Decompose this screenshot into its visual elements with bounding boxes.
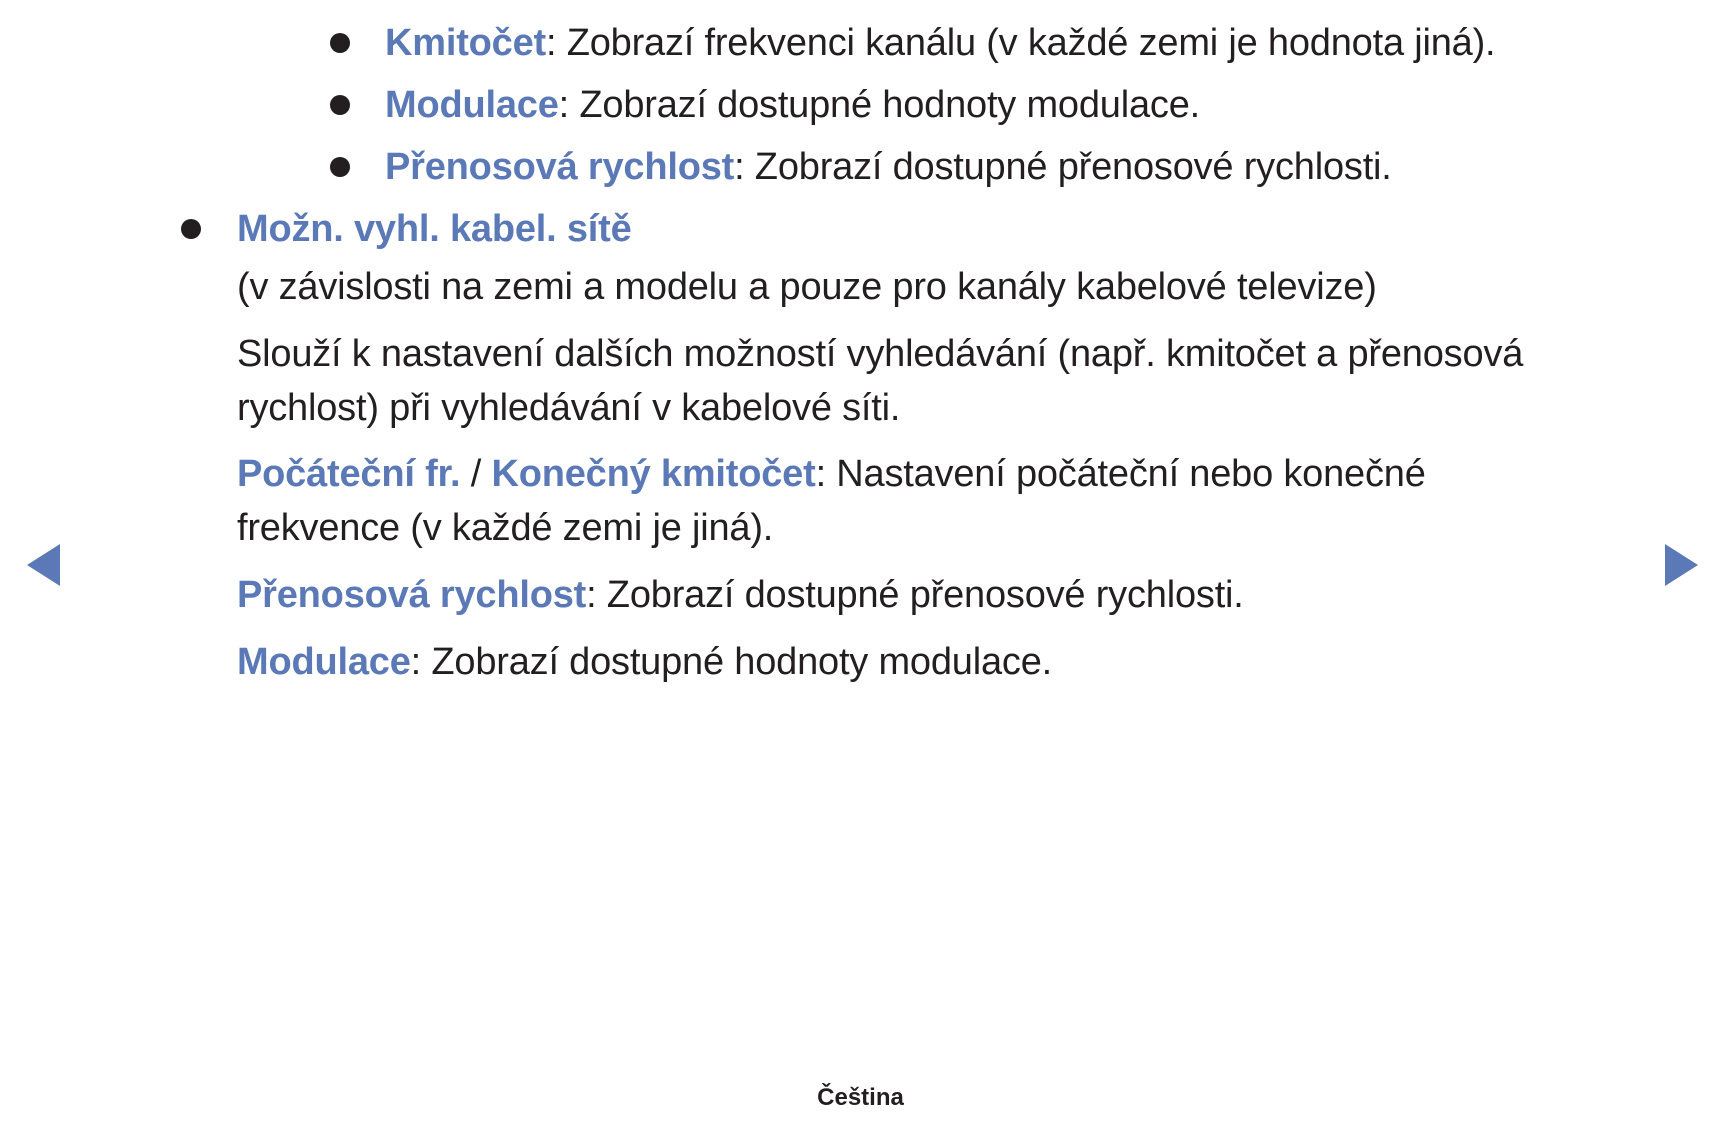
desc-frequency: : Zobrazí frekvenci kanálu (v každé zemi je hodnota jiná). — [545, 22, 1496, 64]
triangle-left-icon[interactable] — [27, 544, 60, 586]
desc-freq-line-1: : Nastavení počáteční nebo konečné — [815, 453, 1426, 495]
section-description-line-1: Slouží k nastavení dalších možností vyhledávání (např. kmitočet a přenosová — [237, 333, 1524, 375]
term-modulation-2: Modulace — [237, 641, 411, 683]
bullet-dot — [330, 95, 350, 115]
list-item-symbol-rate — [385, 145, 1392, 189]
term-frequency: Kmitočet — [385, 22, 546, 64]
desc-modulation: : Zobrazí dostupné hodnoty modulace. — [558, 84, 1200, 126]
footer-language: Čeština — [817, 1084, 904, 1111]
bullet-dot — [181, 219, 201, 239]
freq-setting-line-2: frekvence (v každé zemi je jiná). — [237, 507, 774, 549]
term-symbol-rate: Přenosová rychlost — [385, 146, 735, 188]
bullet-dot — [330, 157, 350, 177]
modulation-setting — [237, 640, 1052, 684]
section-description-line-2: rychlost) při vyhledávání v kabelové síti. — [237, 387, 901, 429]
term-modulation: Modulace — [385, 84, 559, 126]
list-item-modulation — [385, 83, 1200, 127]
term-separator: / — [460, 453, 492, 495]
symbol-rate-setting — [237, 573, 1244, 617]
freq-setting-line-1 — [237, 452, 1426, 496]
list-item-frequency — [385, 21, 1495, 65]
bullet-dot — [330, 33, 350, 53]
desc-symbol-rate-2: : Zobrazí dostupné přenosové rychlosti. — [586, 574, 1244, 616]
desc-symbol-rate: : Zobrazí dostupné přenosové rychlosti. — [734, 146, 1392, 188]
term-symbol-rate-2: Přenosová rychlost — [237, 574, 587, 616]
desc-modulation-2: : Zobrazí dostupné hodnoty modulace. — [410, 641, 1052, 683]
term-start-frequency: Počáteční fr. — [237, 453, 461, 495]
section-title: Možn. vyhl. kabel. sítě — [237, 208, 632, 250]
triangle-right-icon[interactable] — [1665, 544, 1698, 586]
section-note: (v závislosti na zemi a modelu a pouze pro kanály kabelové televize) — [237, 266, 1377, 308]
term-end-frequency: Konečný kmitočet — [491, 453, 816, 495]
